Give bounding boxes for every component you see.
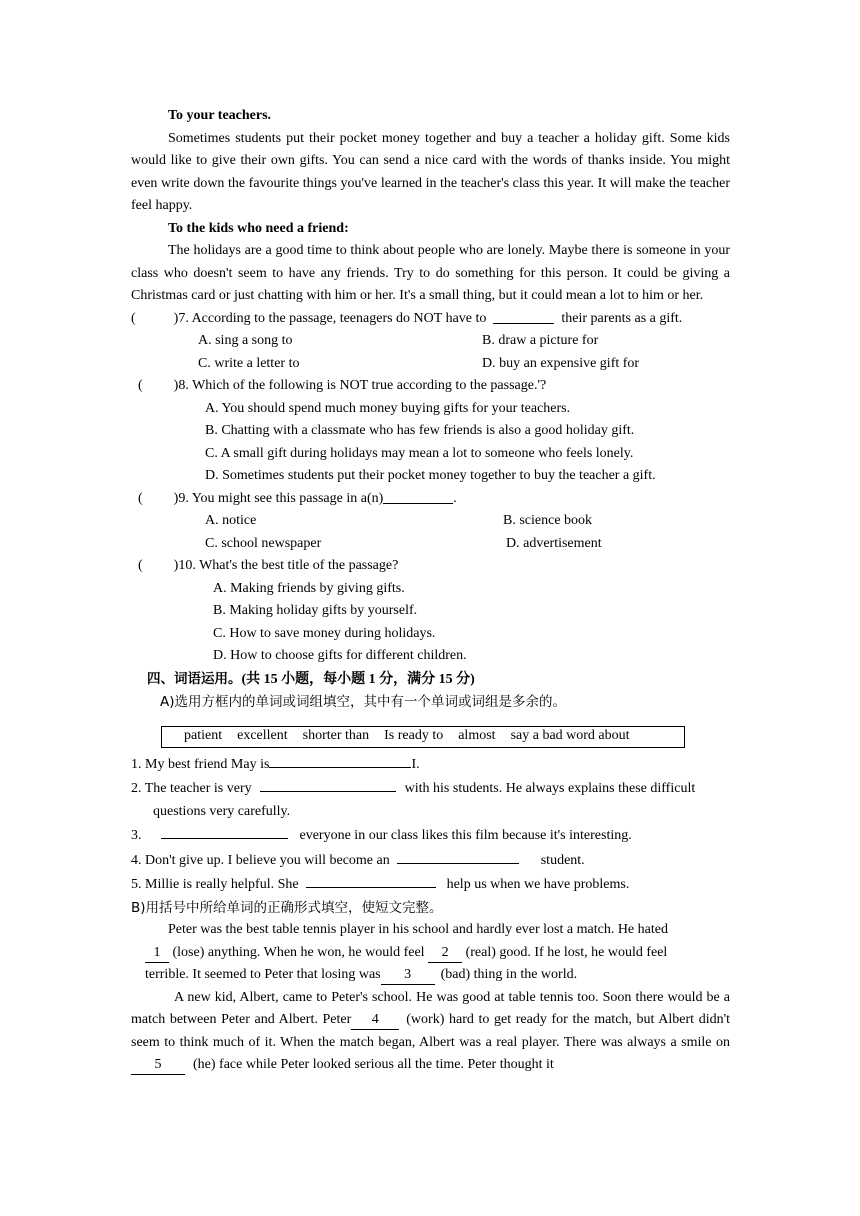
story-text: Peter was the best table tennis player in his school and hardly ever lost a match. He hated	[168, 922, 668, 937]
answer-paren-open: (	[138, 490, 143, 506]
answer-paren-close: )	[173, 378, 179, 393]
word-bank-item: excellent	[237, 728, 288, 744]
story-paragraph-1-end	[131, 964, 730, 987]
paragraph-teachers: Sometimes students put their pocket money together and buy a teacher a holiday gift. Some kids would like to give their own gifts. You can send a nice card with the words of thanks inside. You might even write down the favourite things you've learned in the teacher's class this year. It will make the teacher feel happy.	[131, 130, 730, 213]
sentence-4-end: student.	[540, 852, 585, 868]
question-7-stem-end: their parents as a gift.	[561, 310, 683, 326]
option-b[interactable]: B. science book	[503, 513, 593, 528]
question-8-stem: 8. Which of the following is NOT true according to the passage.'?	[178, 378, 547, 393]
question-9-blank[interactable]	[383, 488, 453, 504]
question-7-blank[interactable]	[493, 308, 554, 324]
sentence-5-text: 5. Millie is really helpful. She	[131, 877, 299, 892]
story-blank-2[interactable]: 2	[428, 944, 462, 963]
page-content	[131, 105, 730, 1077]
story-text: (bad) thing in the world.	[440, 967, 578, 982]
option-a[interactable]: A. You should spend much money buying gifts for your teachers.	[205, 400, 571, 416]
answer-paren-open: (	[131, 310, 136, 326]
question-9-options-row-2	[131, 533, 730, 556]
fill-sentence-5	[131, 872, 730, 897]
option-d[interactable]: D. How to choose gifts for different children.	[213, 648, 467, 663]
question-9	[131, 488, 730, 511]
part-b-instruction: B)用括号中所给单词的正确形式填空，使短文完整。	[131, 899, 443, 916]
option-d[interactable]: D. advertisement	[506, 535, 602, 551]
sentence-1-blank[interactable]	[269, 752, 411, 768]
question-7	[131, 308, 730, 331]
answer-space[interactable]	[143, 555, 174, 578]
story-text: (work) hard to get ready for the match, but Albert didn't seem to think much of it. When the match began, Albert was a real player. There was always a smile on	[131, 1012, 730, 1050]
heading-friend: To the kids who need a friend:	[168, 220, 349, 236]
option-c[interactable]: C. write a letter to	[198, 355, 300, 371]
question-8-options	[131, 398, 730, 488]
option-a[interactable]: A. sing a song to	[198, 333, 293, 348]
option-d[interactable]: D. buy an expensive gift for	[482, 355, 640, 371]
option-a[interactable]: A. notice	[205, 513, 257, 528]
sentence-1-text: 1. My best friend May is	[131, 756, 270, 772]
heading-teachers: To your teachers.	[168, 108, 272, 123]
sentence-3-rest: everyone in our class likes this film because it's interesting.	[299, 828, 632, 843]
section-4-title	[131, 668, 730, 692]
sentence-2-rest: with his students. He always explains these difficult	[404, 781, 696, 796]
story-paragraph-1-cont	[131, 942, 730, 965]
question-10	[131, 555, 730, 578]
word-bank-item: say a bad word about	[510, 728, 630, 744]
option-b[interactable]: B. Chatting with a classmate who has few friends is also a good holiday gift.	[205, 423, 635, 438]
answer-paren-close: )	[173, 310, 179, 326]
word-bank-item: patient	[184, 728, 223, 744]
option-b[interactable]: B. Making holiday gifts by yourself.	[213, 603, 418, 618]
story-text: A new kid, Albert, came to Peter's school. He was good at table tennis too. Soon there would be a match between Peter and Albert. Peter	[131, 989, 730, 1027]
sentence-1-end: I.	[411, 756, 420, 772]
question-10-stem: 10. What's the best title of the passage?	[178, 558, 399, 573]
part-a-instruction: A)选用方框内的单词或词组填空，其中有一个单词或词组是多余的。	[160, 694, 567, 710]
sentence-2-text: 2. The teacher is very	[131, 781, 252, 796]
question-9-options-row-1	[131, 510, 730, 533]
fill-sentence-3	[131, 823, 730, 848]
sentence-5-end: help us when we have problems.	[446, 877, 630, 892]
story-text: (he) face while Peter looked serious all the time. Peter thought it	[193, 1057, 554, 1072]
sentence-2-continued: questions very carefully.	[153, 803, 291, 819]
story-text: terrible. It seemed to Peter that losing was	[145, 967, 381, 982]
story-blank-1[interactable]: 1	[145, 944, 169, 963]
fill-sentence-2	[131, 776, 730, 801]
section-4-title-scoring: (共 15 小题，每小题 1 分，满分 15 分)	[241, 671, 475, 687]
section-4-title-cn: 四、词语运用。	[147, 670, 242, 687]
answer-paren-close: )	[173, 558, 179, 573]
option-c[interactable]: C. school newspaper	[205, 535, 322, 551]
sentence-2-blank[interactable]	[260, 776, 396, 792]
story-blank-4[interactable]: 4	[351, 1011, 399, 1030]
question-7-options-row-1	[131, 330, 730, 353]
question-9-stem-end: .	[453, 490, 457, 506]
story-paragraph-1	[131, 919, 730, 942]
option-d[interactable]: D. Sometimes students put their pocket money together to buy the teacher a gift.	[205, 468, 656, 483]
paragraph-friend: The holidays are a good time to think about people who are lonely. Maybe there is someone in your class who doesn't seem to have any friends. Try to do something for this person. It could be giving a Christmas card or just chatting with him or her. It's a small thing, but it could mean a lot to him or her.	[131, 243, 730, 303]
option-c[interactable]: C. A small gift during holidays may mean a lot to someone who feels lonely.	[205, 445, 634, 461]
story-text: (real) good. If he lost, he would feel	[465, 944, 668, 960]
story-paragraph-2	[131, 987, 730, 1077]
question-9-stem: 9. You might see this passage in a(n)	[178, 490, 384, 506]
word-bank-item: shorter than	[302, 728, 370, 744]
story-blank-3[interactable]: 3	[381, 966, 435, 985]
sentence-3-blank[interactable]	[161, 823, 288, 839]
sentence-4-text: 4. Don't give up. I believe you will become an	[131, 852, 390, 868]
question-7-stem: 7. According to the passage, teenagers do NOT have to	[178, 310, 487, 326]
fill-sentence-1	[131, 752, 730, 777]
sentence-4-blank[interactable]	[397, 848, 519, 864]
story-text: (lose) anything. When he won, he would feel	[172, 944, 425, 960]
word-bank-item: almost	[458, 728, 496, 744]
option-b[interactable]: B. draw a picture for	[482, 333, 599, 348]
question-8	[131, 375, 730, 398]
option-a[interactable]: A. Making friends by giving gifts.	[213, 580, 405, 596]
sentence-3-number: 3.	[131, 828, 142, 843]
option-c[interactable]: C. How to save money during holidays.	[213, 625, 436, 641]
fill-sentence-4	[131, 848, 730, 873]
answer-paren-open: (	[138, 558, 143, 573]
answer-space[interactable]	[143, 375, 174, 398]
answer-space[interactable]	[136, 308, 174, 331]
question-7-options-row-2	[131, 353, 730, 376]
answer-space[interactable]	[143, 488, 174, 511]
word-bank-item: Is ready to	[384, 728, 444, 744]
answer-paren-open: (	[138, 378, 143, 393]
story-blank-5[interactable]: 5	[131, 1056, 185, 1075]
question-10-options	[131, 578, 730, 668]
word-bank-box	[161, 726, 685, 748]
answer-paren-close: )	[173, 490, 179, 506]
sentence-5-blank[interactable]	[306, 872, 436, 888]
